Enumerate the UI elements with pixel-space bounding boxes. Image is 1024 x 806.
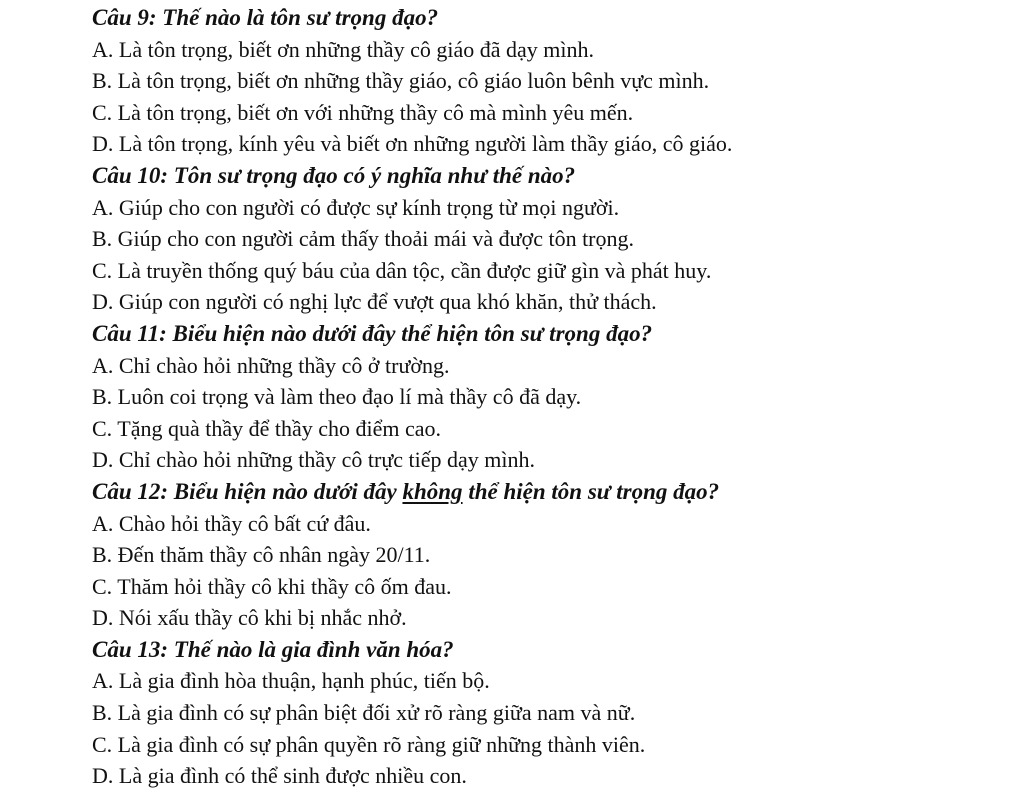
option-a: A. Là gia đình hòa thuận, hạnh phúc, tiến bộ. xyxy=(92,668,490,694)
question-title: Câu 10: Tôn sư trọng đạo có ý nghĩa như thế nào? xyxy=(92,162,576,188)
option-c: C. Thăm hỏi thầy cô khi thầy cô ốm đau. xyxy=(92,573,452,599)
question-title-start: Câu 12: Biểu hiện nào dưới đây xyxy=(92,478,403,504)
question-13 xyxy=(0,634,1024,792)
option-d: D. Là tôn trọng, kính yêu và biết ơn những người làm thầy giáo, cô giáo. xyxy=(92,131,733,157)
option-b: B. Là tôn trọng, biết ơn những thầy giáo, cô giáo luôn bênh vực mình. xyxy=(92,68,710,94)
question-title-underlined: không xyxy=(402,478,463,504)
option-d: D. Nói xấu thầy cô khi bị nhắc nhở. xyxy=(92,605,407,631)
question-10 xyxy=(0,160,1024,318)
option-c: C. Là truyền thống quý báu của dân tộc, cần được giữ gìn và phát huy. xyxy=(92,257,712,283)
option-d: D. Chỉ chào hỏi những thầy cô trực tiếp dạy mình. xyxy=(92,447,535,473)
option-c: C. Là gia đình có sự phân quyền rõ ràng giữ những thành viên. xyxy=(92,731,646,757)
option-d: D. Giúp con người có nghị lực để vượt qua khó khăn, thử thách. xyxy=(92,289,657,315)
question-12 xyxy=(0,476,1024,634)
question-title: Câu 13: Thế nào là gia đình văn hóa? xyxy=(92,636,454,662)
question-title: Câu 9: Thế nào là tôn sư trọng đạo? xyxy=(92,5,439,30)
question-title: Câu 11: Biểu hiện nào dưới đây thể hiện tôn sư trọng đạo? xyxy=(92,320,653,346)
option-c: C. Tặng quà thầy để thầy cho điểm cao. xyxy=(92,415,442,441)
option-b: B. Luôn coi trọng và làm theo đạo lí mà thầy cô đã dạy. xyxy=(92,384,582,410)
option-a: A. Là tôn trọng, biết ơn những thầy cô giáo đã dạy mình. xyxy=(92,36,594,62)
option-a: A. Giúp cho con người có được sự kính trọng từ mọi người. xyxy=(92,194,620,220)
option-b: B. Đến thăm thầy cô nhân ngày 20/11. xyxy=(92,542,431,568)
option-b: B. Giúp cho con người cảm thấy thoải mái và được tôn trọng. xyxy=(92,226,635,252)
option-c: C. Là tôn trọng, biết ơn với những thầy cô mà mình yêu mến. xyxy=(92,99,634,125)
question-9 xyxy=(0,2,1024,160)
option-a: A. Chỉ chào hỏi những thầy cô ở trường. xyxy=(92,352,450,378)
question-title-end: thể hiện tôn sư trọng đạo? xyxy=(462,478,720,504)
option-a: A. Chào hỏi thầy cô bất cứ đâu. xyxy=(92,510,371,536)
option-b: B. Là gia đình có sự phân biệt đối xử rõ ràng giữa nam và nữ. xyxy=(92,700,636,726)
option-d: D. Là gia đình có thể sinh được nhiều con. xyxy=(92,763,467,789)
question-11 xyxy=(0,318,1024,476)
question-title xyxy=(0,476,1024,508)
